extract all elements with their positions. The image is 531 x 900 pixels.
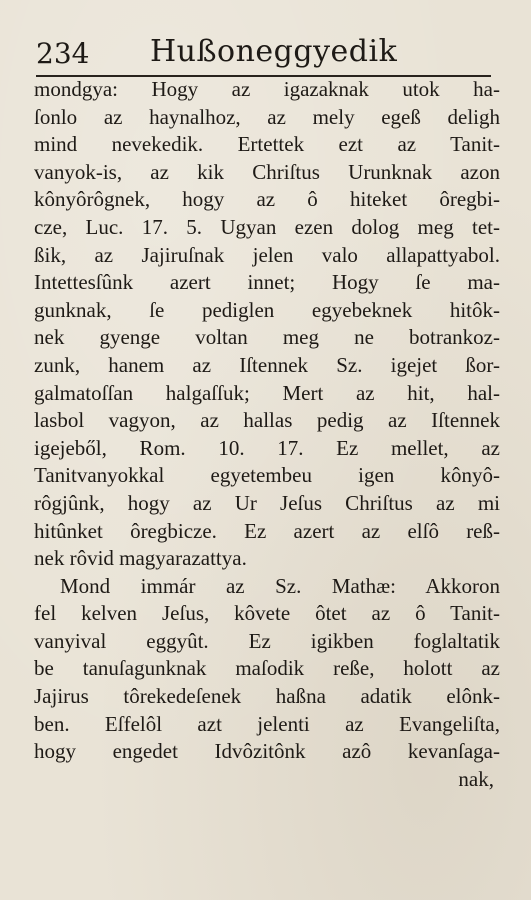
page-header: [36, 36, 491, 72]
text-line: lasbol vagyon, az hallas pedig az Iſtennek: [34, 408, 500, 433]
text-line: kônyôrôgnek, hogy az ô hiteket ôregbi-: [34, 187, 500, 212]
text-line: Intettesſûnk azert innet; Hogy ſe ma-: [34, 270, 500, 295]
text-line: Jajirus tôrekedeſenek haßna adatik elônk-: [34, 684, 500, 709]
catchword: nak,: [458, 766, 494, 791]
text-line: hitûnket ôregbicze. Ez azert az elſô reß-: [34, 518, 500, 543]
text-line: gunknak, ſe pediglen egyebeknek hitôk-: [34, 297, 500, 322]
text-line: nek rôvid magyarazattya.: [34, 546, 247, 571]
text-line: Tanitvanyokkal egyetembeu igen kônyô-: [34, 463, 500, 488]
text-line: be tanuſagunknak maſodik reße, holott az: [34, 656, 500, 681]
page-number: 234: [36, 37, 90, 70]
text-line: mind nevekedik. Ertettek ezt az Tanit-: [34, 132, 500, 157]
text-line: vanyok-is, az kik Chriſtus Urunknak azon: [34, 159, 500, 184]
text-line: mondgya: Hogy az igazaknak utok ha-: [34, 77, 500, 101]
text-line: zunk, hanem az Iſtennek Sz. igejet ßor-: [34, 352, 500, 377]
text-line: ßik, az Jajiruſnak jelen valo allapattyabol.: [34, 242, 500, 267]
body-text: [34, 76, 500, 793]
text-line: cze, Luc. 17. 5. Ugyan ezen dolog meg tet-: [34, 214, 500, 239]
text-line: vanyival eggyût. Ez igikben foglaltatik: [34, 628, 500, 653]
running-head: Hußoneggyedik: [150, 34, 398, 69]
text-line: ſonlo az haynalhoz, az mely egeß deligh: [34, 104, 500, 129]
text-line: ben. Eſfelôl azt jelenti az Evangeliſta,: [34, 711, 500, 736]
text-line: hogy engedet Idvôzitônk azô kevanſaga-: [34, 739, 500, 764]
text-line: galmatoſſan halgaſſuk; Mert az hit, hal-: [34, 380, 500, 405]
text-line: fel kelven Jeſus, kôvete ôtet az ô Tanit-: [34, 601, 500, 626]
text-line: nek gyenge voltan meg ne botrankoz-: [34, 325, 500, 350]
text-line: rôgjûnk, hogy az Ur Jeſus Chriſtus az mi: [34, 490, 500, 515]
text-line: igejeből, Rom. 10. 17. Ez mellet, az: [34, 435, 500, 460]
text-line: Mond immár az Sz. Mathæ: Akkoron: [60, 573, 500, 598]
